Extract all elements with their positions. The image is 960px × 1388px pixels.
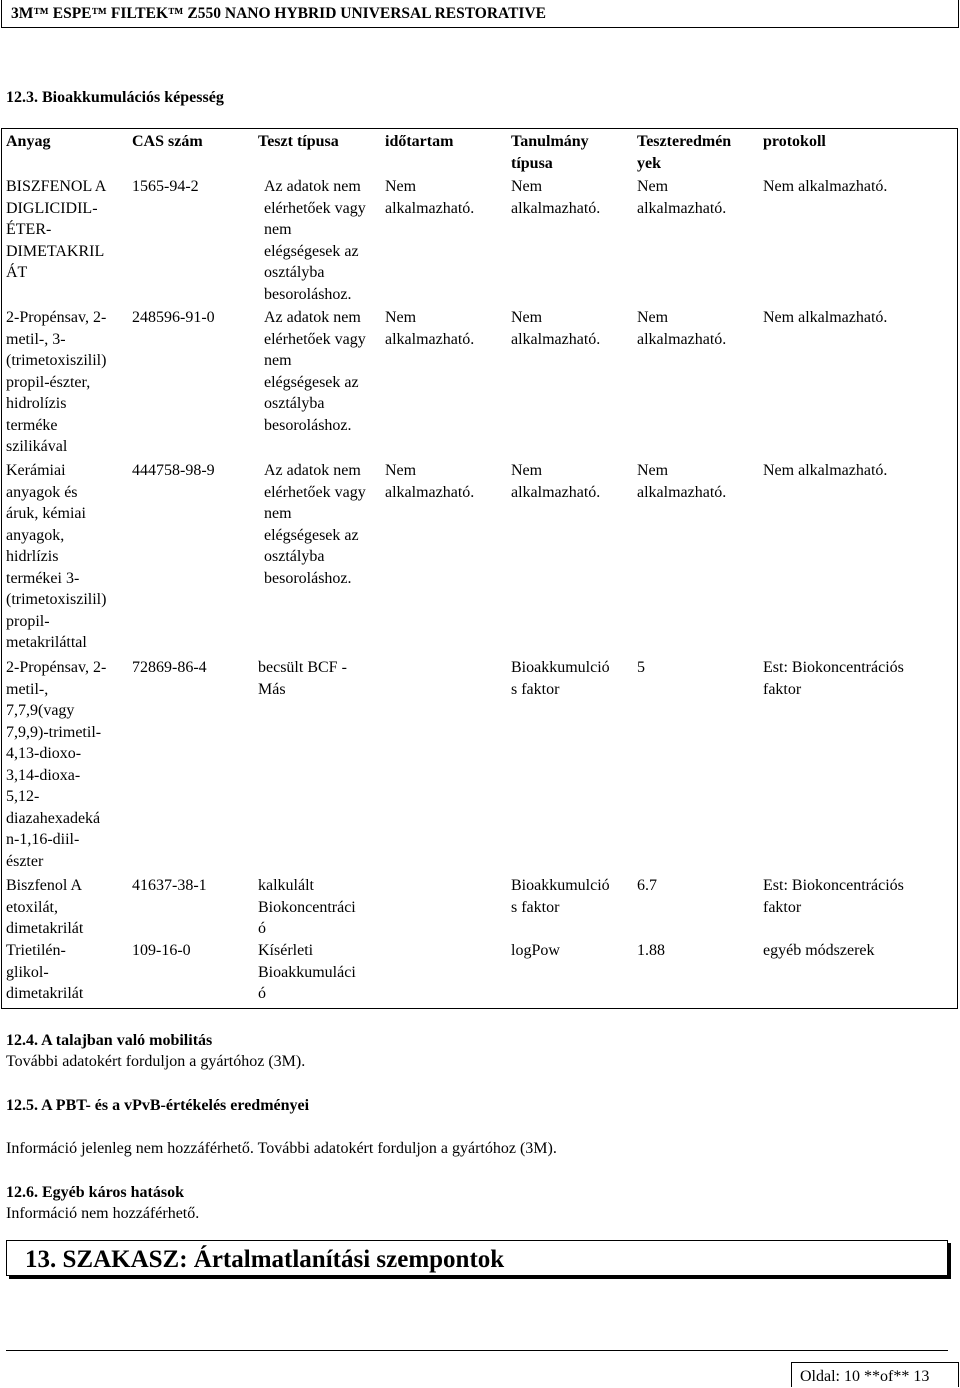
row-1-test-result: Nem — [637, 178, 669, 195]
row-5-test-type: ó — [258, 920, 266, 937]
row-2-test-result: Nem — [637, 309, 669, 326]
row-5-test-type: kalkulált — [258, 877, 314, 894]
row-4-substance: metil-, — [6, 680, 49, 698]
row-4-substance: észter — [6, 852, 44, 870]
section-12-3-heading: 12.3. Bioakkumulációs képesség — [6, 89, 224, 106]
row-4-test-type: becsült BCF - — [258, 659, 347, 676]
section-12-4-heading: 12.4. A talajban való mobilitás — [6, 1032, 213, 1049]
section-12-6-text: Információ nem hozzáférhető. — [6, 1205, 200, 1222]
row-3-substance: anyagok és — [6, 483, 78, 501]
row-1-substance: BISZFENOL A — [6, 178, 107, 195]
row-3-substance: propil- — [6, 612, 50, 630]
section-12-5-text: Információ jelenleg nem hozzáférhető. További adatokért forduljon a gyártóhoz (3M). — [6, 1140, 557, 1157]
row-4-study-type: s faktor — [511, 680, 560, 698]
header-protocol: protokoll — [763, 133, 826, 150]
row-1-test-result: alkalmazható. — [637, 199, 727, 217]
row-6-substance: glikol- — [6, 963, 49, 981]
section-13-banner — [6, 1240, 948, 1276]
row-1-protocol: Nem alkalmazható. — [763, 178, 888, 195]
product-title: 3M™ ESPE™ FILTEK™ Z550 NANO HYBRID UNIVERSAL RESTORATIVE — [11, 5, 546, 22]
row-2-substance: szilikával — [6, 438, 68, 455]
row-2-study-type: Nem — [511, 309, 543, 326]
row-3-test-type: Az adatok nem — [264, 462, 361, 479]
row-2-study-type: alkalmazható. — [511, 330, 601, 348]
row-2-duration: Nem — [385, 309, 417, 326]
row-2-substance: (trimetoxiszilil) — [6, 352, 107, 369]
row-6-substance: Trietilén- — [6, 942, 66, 959]
row-4-substance: 7,7,9(vagy — [6, 702, 75, 719]
row-5-cas-number: 41637-38-1 — [132, 877, 207, 894]
row-3-substance: anyagok, — [6, 526, 65, 544]
header-cas-number: CAS szám — [132, 133, 203, 150]
row-3-substance: (trimetoxiszilil) — [6, 591, 107, 608]
row-2-substance: 2-Propénsav, 2- — [6, 309, 107, 326]
section-12-4-text: További adatokért forduljon a gyártóhoz (3M). — [6, 1053, 306, 1070]
row-2-substance: metil-, 3- — [6, 330, 66, 348]
row-5-protocol: faktor — [763, 898, 802, 916]
row-4-substance: 4,13-dioxo- — [6, 745, 82, 762]
row-6-substance: dimetakrilát — [6, 985, 84, 1002]
row-6-protocol: egyéb módszerek — [763, 942, 875, 959]
row-3-study-type: alkalmazható. — [511, 483, 601, 501]
header-duration: időtartam — [385, 133, 454, 150]
row-2-cas-number: 248596-91-0 — [132, 309, 215, 326]
page-number: Oldal: 10 **of** 13 — [800, 1368, 930, 1385]
row-6-test-result: 1.88 — [637, 942, 665, 959]
row-2-test-type: nem — [264, 352, 292, 369]
row-5-study-type: s faktor — [511, 898, 560, 916]
row-5-protocol: Est: Biokoncentrációs — [763, 877, 904, 894]
row-4-protocol: faktor — [763, 680, 802, 698]
row-1-test-type: elégségesek az — [264, 242, 359, 260]
row-5-test-type: Biokoncentráci — [258, 898, 356, 916]
row-1-substance: ÁT — [6, 264, 28, 281]
row-4-substance: n-1,16-diil- — [6, 831, 80, 848]
row-3-substance: áruk, kémiai — [6, 505, 86, 522]
row-3-study-type: Nem — [511, 462, 543, 479]
section-12-6-heading: 12.6. Egyéb káros hatások — [6, 1184, 184, 1201]
row-2-substance: propil-észter, — [6, 373, 91, 391]
footer-divider — [6, 1350, 948, 1351]
row-4-protocol: Est: Biokoncentrációs — [763, 659, 904, 676]
row-1-duration: alkalmazható. — [385, 199, 475, 217]
row-1-substance: ÉTER- — [6, 221, 52, 238]
row-3-substance: Kerámiai — [6, 462, 66, 479]
row-4-test-type: Más — [258, 680, 286, 698]
row-4-test-result: 5 — [637, 659, 645, 676]
row-3-duration: Nem — [385, 462, 417, 479]
header-test-result: yek — [637, 154, 661, 172]
row-6-test-type: ó — [258, 985, 266, 1002]
row-6-test-type: Kísérleti — [258, 942, 314, 959]
row-2-protocol: Nem alkalmazható. — [763, 309, 888, 326]
row-4-substance: 7,9,9)-trimetil- — [6, 723, 102, 741]
section-13-title: 13. SZAKASZ: Ártalmatlanítási szempontok — [25, 1246, 505, 1273]
row-3-test-type: elégségesek az — [264, 526, 359, 544]
row-1-test-type: elérhetőek vagy — [264, 199, 366, 217]
header-test-type: Teszt típusa — [258, 133, 339, 150]
row-6-study-type: logPow — [511, 942, 560, 959]
row-3-protocol: Nem alkalmazható. — [763, 462, 888, 479]
row-2-test-result: alkalmazható. — [637, 330, 727, 348]
row-3-test-type: nem — [264, 505, 292, 522]
row-2-test-type: elégségesek az — [264, 373, 359, 391]
row-2-test-type: osztályba — [264, 395, 325, 412]
header-study-type: típusa — [511, 154, 553, 172]
row-2-test-type: elérhetőek vagy — [264, 330, 366, 348]
row-5-substance: Biszfenol A — [6, 877, 82, 894]
row-1-test-type: osztályba — [264, 264, 325, 281]
row-5-study-type: Bioakkumulció — [511, 877, 610, 894]
row-4-substance: 3,14-dioxa- — [6, 766, 81, 784]
row-1-study-type: Nem — [511, 178, 543, 195]
row-1-duration: Nem — [385, 178, 417, 195]
row-1-test-type: besoroláshoz. — [264, 285, 352, 303]
row-3-substance: metakriláttal — [6, 634, 87, 651]
row-3-test-type: elérhetőek vagy — [264, 483, 366, 501]
row-2-test-type: Az adatok nem — [264, 309, 361, 326]
row-4-study-type: Bioakkumulció — [511, 659, 610, 676]
row-1-test-type: Az adatok nem — [264, 178, 361, 195]
row-2-duration: alkalmazható. — [385, 330, 475, 348]
row-4-substance: 5,12- — [6, 788, 40, 805]
header-study-type: Tanulmány — [511, 133, 589, 150]
row-5-substance: dimetakrilát — [6, 920, 84, 937]
row-2-substance: hidrolízis — [6, 395, 67, 412]
row-2-substance: terméke — [6, 416, 58, 434]
row-1-substance: DIGLICIDIL- — [6, 199, 98, 217]
row-3-cas-number: 444758-98-9 — [132, 462, 215, 479]
row-3-test-result: alkalmazható. — [637, 483, 727, 501]
row-1-cas-number: 1565-94-2 — [132, 178, 199, 195]
page-number-box — [791, 1362, 959, 1387]
row-1-test-type: nem — [264, 221, 292, 238]
row-4-substance: 2-Propénsav, 2- — [6, 659, 107, 676]
row-4-cas-number: 72869-86-4 — [132, 659, 207, 676]
row-3-test-type: besoroláshoz. — [264, 569, 352, 587]
row-3-test-type: osztályba — [264, 548, 325, 565]
header-test-result: Teszteredmén — [637, 133, 732, 150]
row-3-substance: termékei 3- — [6, 569, 80, 587]
row-6-cas-number: 109-16-0 — [132, 942, 191, 959]
row-3-test-result: Nem — [637, 462, 669, 479]
row-5-substance: etoxilát, — [6, 898, 58, 916]
row-4-substance: diazahexadeká — [6, 809, 101, 827]
row-1-study-type: alkalmazható. — [511, 199, 601, 217]
row-6-test-type: Bioakkumuláci — [258, 963, 356, 981]
row-3-duration: alkalmazható. — [385, 483, 475, 501]
row-3-substance: hidrlízis — [6, 548, 59, 565]
section-12-5-heading: 12.5. A PBT- és a vPvB-értékelés eredményei — [6, 1097, 310, 1114]
document-header — [1, 0, 959, 28]
header-substance: Anyag — [6, 133, 51, 150]
row-2-test-type: besoroláshoz. — [264, 416, 352, 434]
row-1-substance: DIMETAKRIL — [6, 242, 105, 260]
row-5-test-result: 6.7 — [637, 877, 657, 894]
